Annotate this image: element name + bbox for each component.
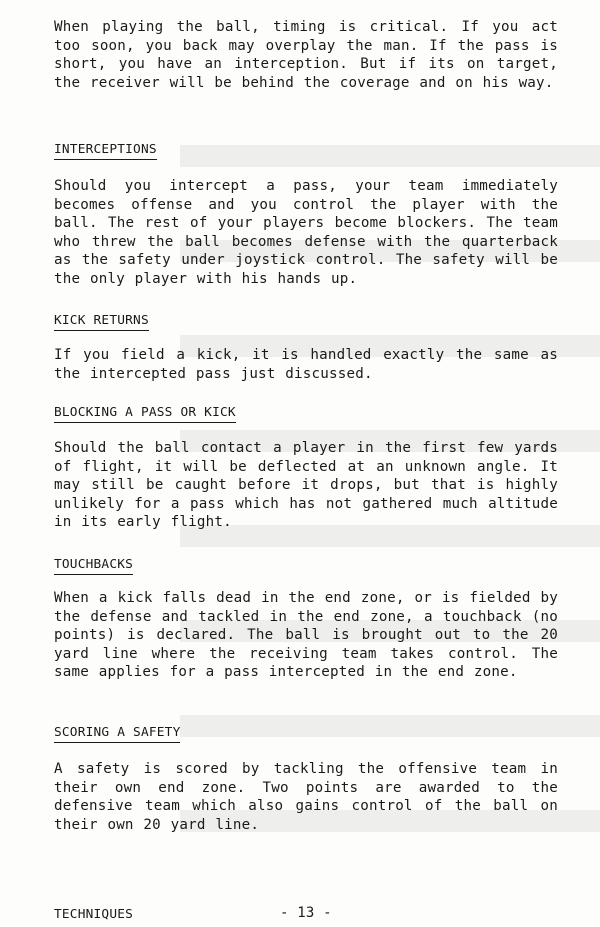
section-heading: TOUCHBACKS (54, 557, 133, 575)
section-blocking (54, 401, 558, 423)
section-scoring-safety (54, 721, 558, 743)
section-heading: KICK RETURNS (54, 313, 149, 331)
section-interceptions-body (54, 177, 558, 288)
section-body: A safety is scored by tackling the offensive team in their own end zone. Two points are awarded to the defensive team which also gains control of the ball on their own 20 yard line. (54, 761, 558, 833)
footer-section-name: TECHNIQUES (54, 907, 134, 922)
section-body: When a kick falls dead in the end zone, or is fielded by the defense and tackled in the end zone, a touchback (no points) is declared. The ball is brought out to the 20 yard line where the receiving team takes control. The same applies for a pass intercepted in the end zone. (54, 590, 558, 680)
section-blocking-body (54, 439, 558, 532)
section-touchbacks-body (54, 589, 558, 682)
section-touchbacks (54, 553, 558, 575)
section-body: If you field a kick, it is handled exactly the same as the intercepted pass just discussed. (54, 347, 558, 382)
intro-paragraph: When playing the ball, timing is critical. If you act too soon, you back may overplay the man. If the pass is short, you have an interception. But if its on target, the receiver will be behind the coverage and on his way. (54, 19, 558, 91)
section-heading: BLOCKING A PASS OR KICK (54, 405, 236, 423)
section-scoring-safety-body (54, 760, 558, 834)
intro-block (54, 18, 558, 92)
section-heading: SCORING A SAFETY (54, 725, 180, 743)
section-kick-returns (54, 309, 558, 331)
section-body: Should you intercept a pass, your team immediately becomes offense and you control the player with the ball. The rest of your players become blockers. The team who threw the ball becomes defense with the quarterback as the safety under joystick control. The safety will be the only player with his hands up. (54, 178, 558, 287)
section-heading: INTERCEPTIONS (54, 142, 157, 160)
section-interceptions (54, 138, 558, 160)
section-body: Should the ball contact a player in the first few yards of flight, it will be deflected at an unknown angle. It may still be caught before it drops, but that is highly unlikely for a pass which has not gathered much altitude in its early flight. (54, 440, 558, 530)
section-kick-returns-body (54, 346, 558, 383)
page-number: - 13 - (280, 905, 332, 921)
